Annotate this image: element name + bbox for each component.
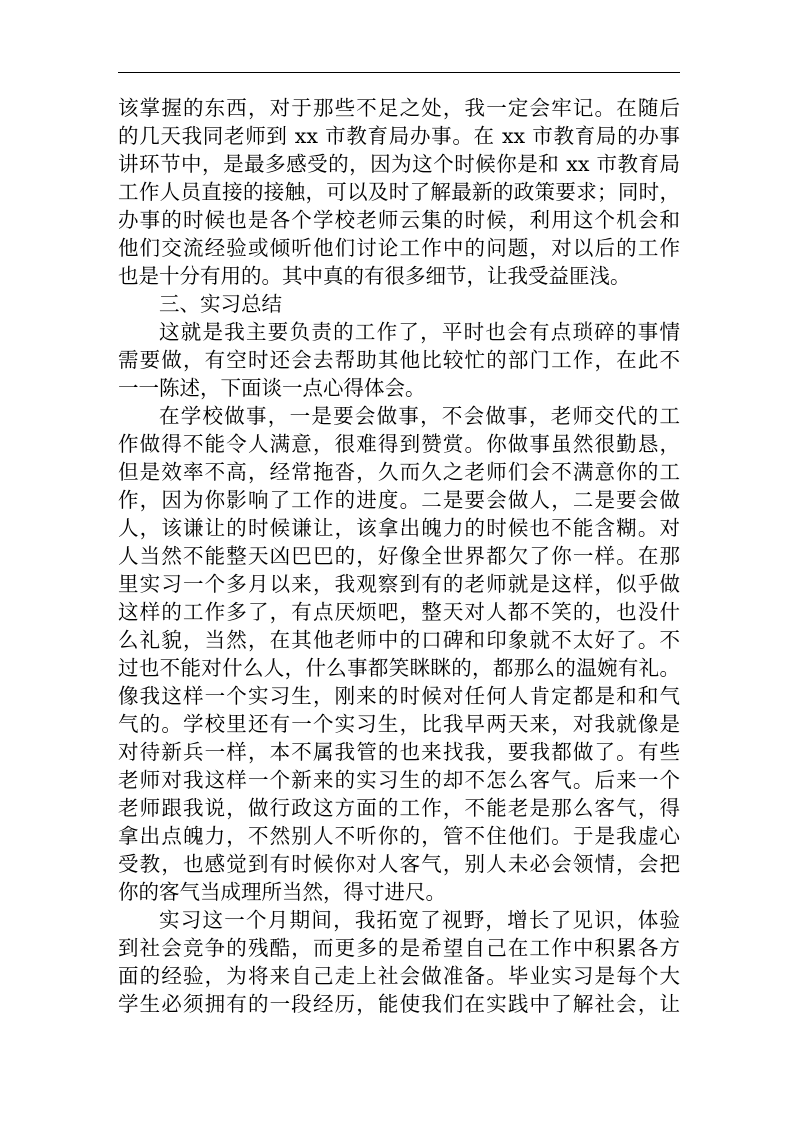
- text-line: 像我这样一个实习生，刚来的时候对任何人肯定都是和和气: [118, 684, 680, 708]
- text-line: 人，该谦让的时候谦让，该拿出魄力的时候也不能含糊。对: [118, 516, 680, 540]
- text-line: 过也不能对什么人，什么事都笑眯眯的，都那么的温婉有礼。: [118, 656, 680, 680]
- text-line: 需要做，有空时还会去帮助其他比较忙的部门工作，在此不: [118, 348, 680, 372]
- text-line: 一一陈述，下面谈一点心得体会。: [118, 376, 426, 400]
- text-line: 气的。学校里还有一个实习生，比我早两天来，对我就像是: [118, 712, 680, 736]
- text-line: 工作人员直接的接触，可以及时了解最新的政策要求；同时，: [118, 180, 680, 204]
- text-line: 受教，也感觉到有时候你对人客气，别人未必会领情，会把: [118, 852, 680, 876]
- text-line: 这样的工作多了，有点厌烦吧，整天对人都不笑的，也没什: [118, 600, 680, 624]
- text-line: 老师跟我说，做行政这方面的工作，不能老是那么客气，得: [118, 796, 680, 820]
- text-line: 到社会竞争的残酷，而更多的是希望自己在工作中积累各方: [118, 936, 680, 960]
- text-line: 也是十分有用的。其中真的有很多细节，让我受益匪浅。: [118, 264, 631, 288]
- text-line: 你的客气当成理所当然，得寸进尺。: [118, 880, 446, 904]
- text-line: 三、实习总结: [159, 292, 282, 316]
- text-line: 人当然不能整天凶巴巴的，好像全世界都欠了你一样。在那: [118, 544, 680, 568]
- text-line: 面的经验，为将来自己走上社会做准备。毕业实习是每个大: [118, 964, 680, 988]
- text-line: 里实习一个多月以来，我观察到有的老师就是这样，似乎做: [118, 572, 680, 596]
- text-line: 对待新兵一样，本不属我管的也来找我，要我都做了。有些: [118, 740, 680, 764]
- text-line: 作做得不能令人满意，很难得到赞赏。你做事虽然很勤恳，: [118, 432, 680, 456]
- text-line: 拿出点魄力，不然别人不听你的，管不住他们。于是我虚心: [118, 824, 680, 848]
- text-line: 这就是我主要负责的工作了，平时也会有点琐碎的事情: [159, 320, 680, 344]
- header-rule: [118, 72, 680, 73]
- text-line: 老师对我这样一个新来的实习生的却不怎么客气。后来一个: [118, 768, 680, 792]
- text-line: 学生必须拥有的一段经历，能使我们在实践中了解社会，让: [118, 992, 680, 1016]
- text-line: 作，因为你影响了工作的进度。二是要会做人，二是要会做: [118, 488, 680, 512]
- text-line: 实习这一个月期间，我拓宽了视野，增长了见识，体验: [159, 908, 680, 932]
- text-line: 该掌握的东西，对于那些不足之处，我一定会牢记。在随后: [118, 96, 680, 120]
- text-line: 讲环节中，是最多感受的，因为这个时候你是和 xx 市教育局: [118, 152, 680, 176]
- document-body: [118, 94, 680, 1018]
- text-line: 在学校做事，一是要会做事，不会做事，老师交代的工: [159, 404, 680, 428]
- text-line: 办事的时候也是各个学校老师云集的时候，利用这个机会和: [118, 208, 680, 232]
- text-line: 但是效率不高，经常拖沓，久而久之老师们会不满意你的工: [118, 460, 680, 484]
- text-line: 么礼貌，当然，在其他老师中的口碑和印象就不太好了。不: [118, 628, 680, 652]
- text-line: 的几天我同老师到 xx 市教育局办事。在 xx 市教育局的办事: [118, 124, 680, 148]
- text-line: 他们交流经验或倾听他们讨论工作中的问题，对以后的工作: [118, 236, 680, 260]
